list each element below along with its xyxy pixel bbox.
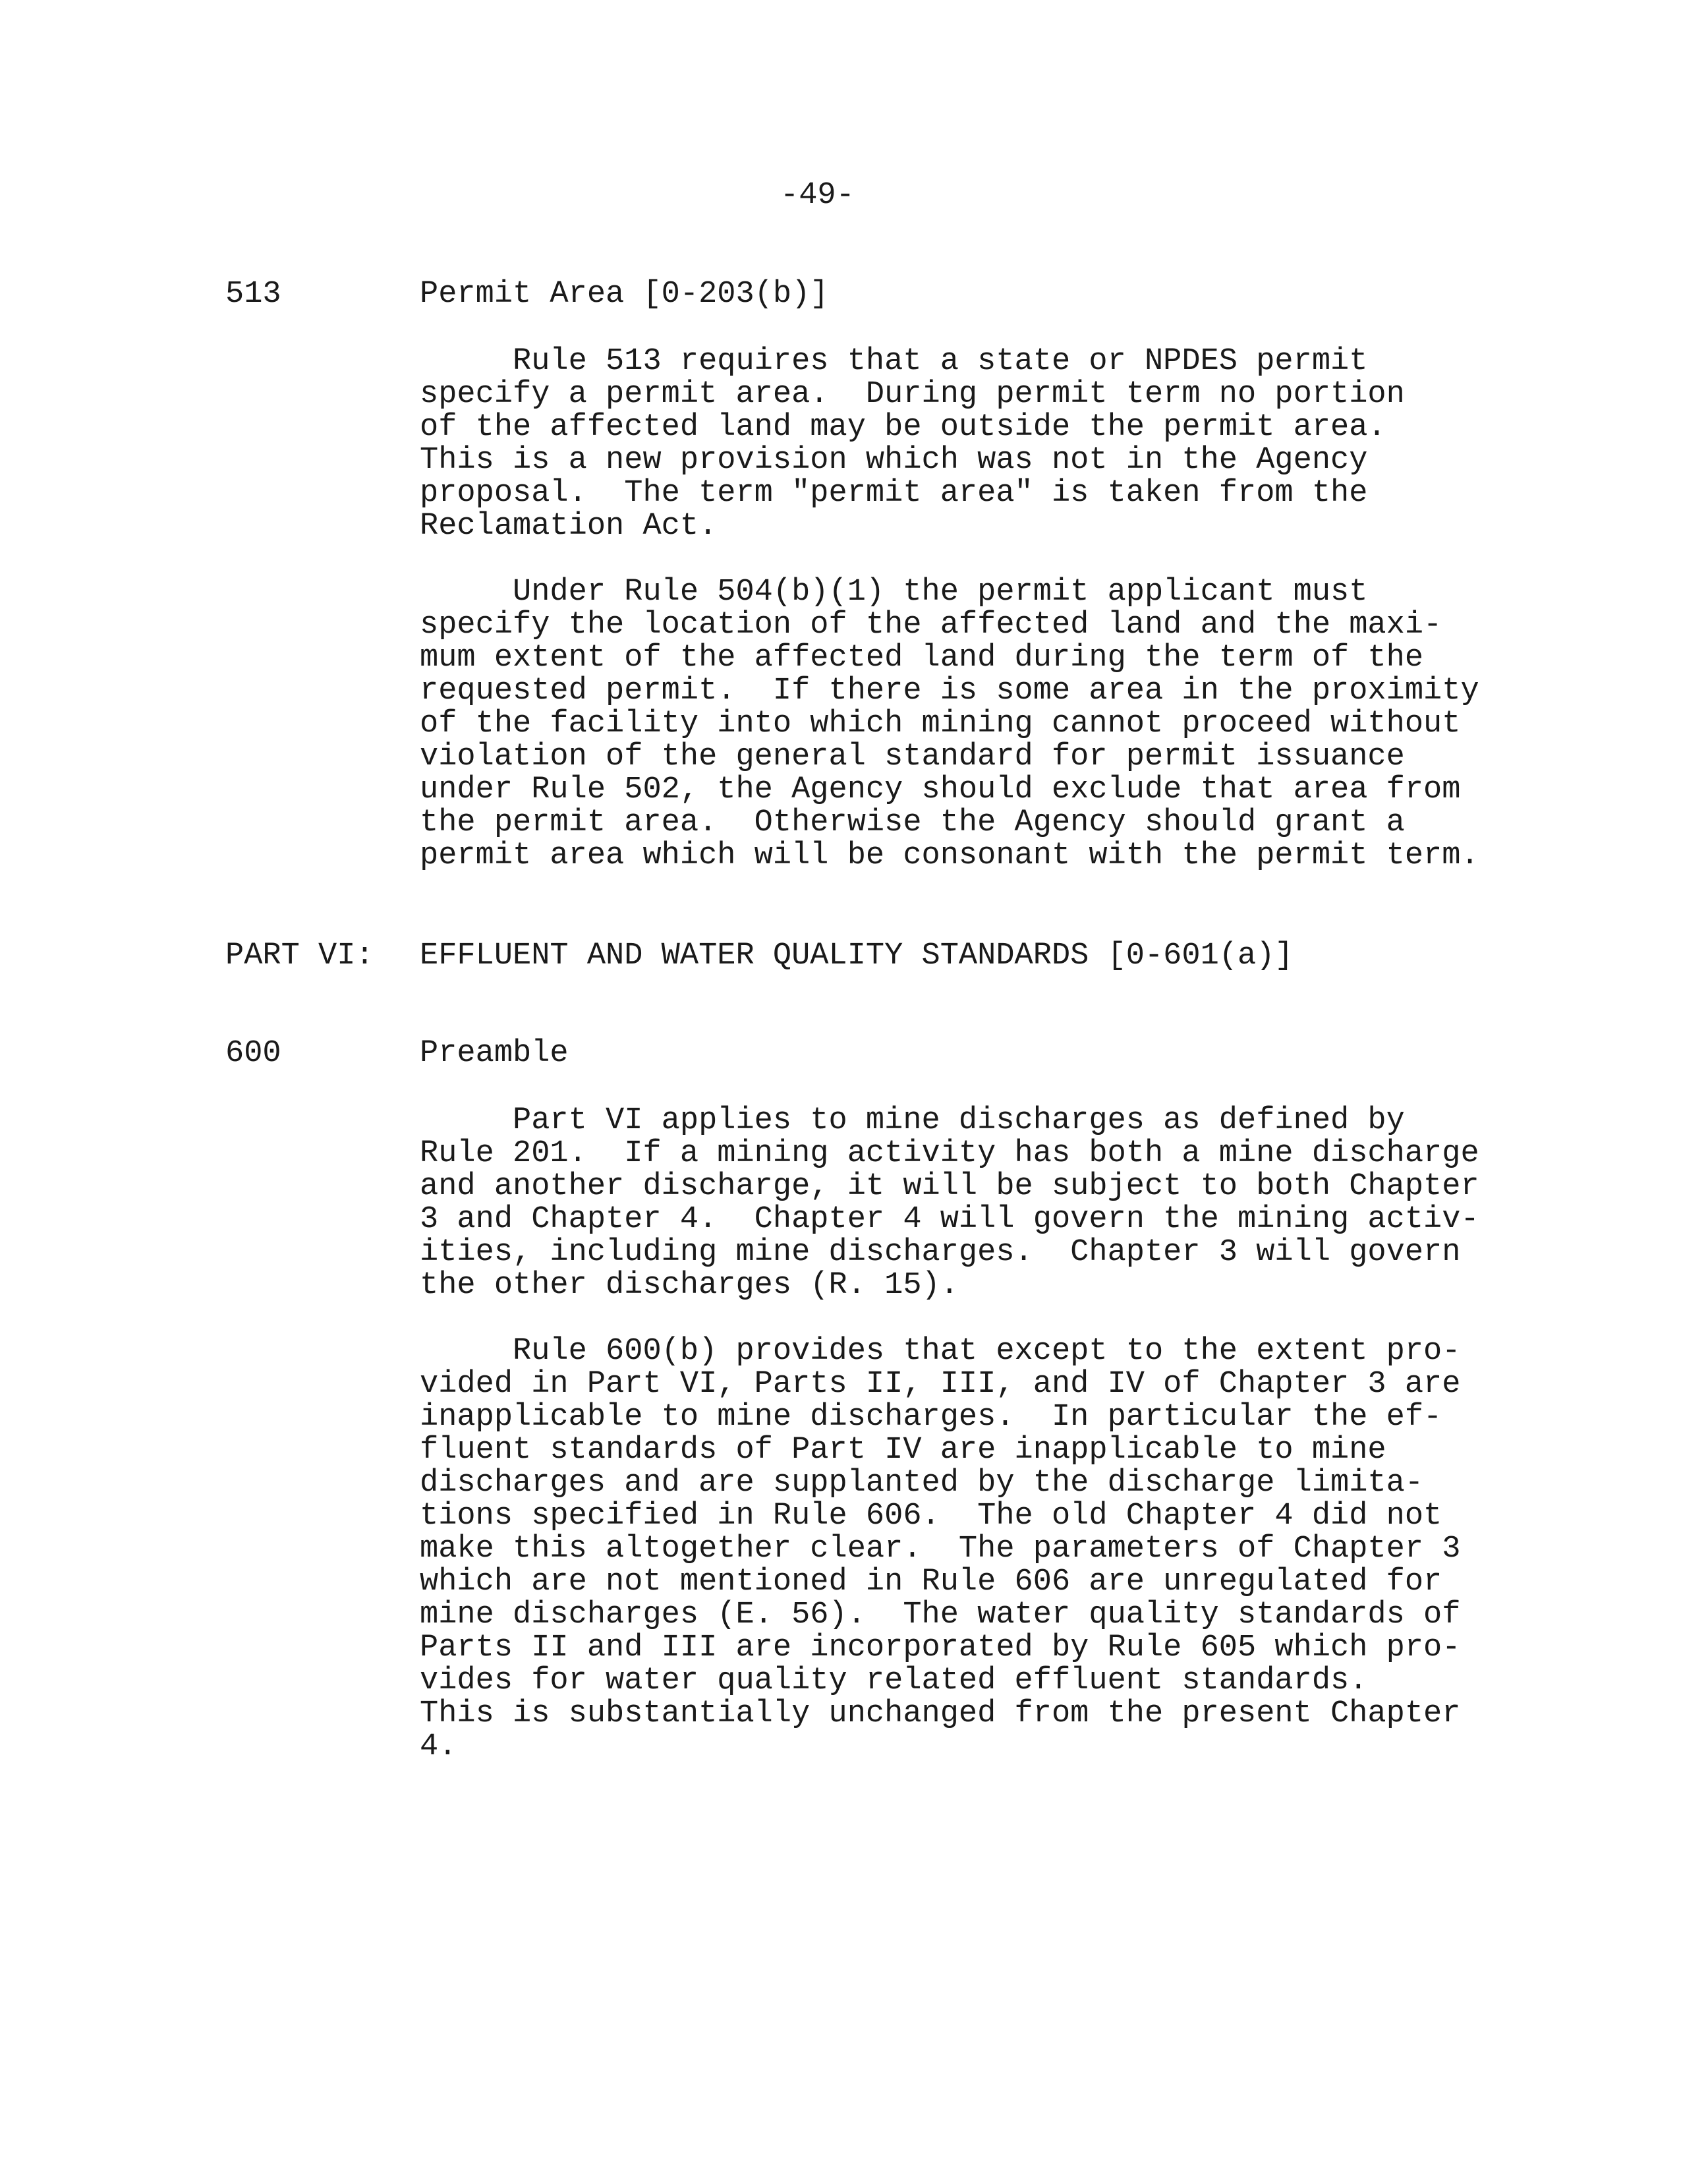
text-line: 4. bbox=[420, 1729, 457, 1764]
text-line: Rule 201. If a mining activity has both a mine discharge bbox=[420, 1136, 1479, 1171]
text-line: mine discharges (E. 56). The water quality standards of bbox=[420, 1597, 1461, 1632]
text-line: discharges and are supplanted by the discharge limita- bbox=[420, 1466, 1424, 1501]
section-title: Preamble bbox=[420, 1036, 569, 1071]
section-title: Permit Area [0-203(b)] bbox=[420, 277, 829, 312]
text-line: This is substantially unchanged from the present Chapter bbox=[420, 1696, 1461, 1731]
text-line: tions specified in Rule 606. The old Chapter 4 did not bbox=[420, 1499, 1442, 1534]
page-number: -49- bbox=[780, 178, 855, 213]
text-line: Under Rule 504(b)(1) the permit applicant must bbox=[420, 575, 1368, 610]
text-line: permit area which will be consonant with the permit term. bbox=[420, 838, 1479, 873]
text-line: of the facility into which mining cannot proceed without bbox=[420, 706, 1461, 741]
text-line: Reclamation Act. bbox=[420, 509, 718, 544]
text-line: vides for water quality related effluent standards. bbox=[420, 1663, 1368, 1698]
text-line: specify a permit area. During permit term no portion bbox=[420, 377, 1405, 412]
text-line: Rule 600(b) provides that except to the extent pro- bbox=[420, 1334, 1461, 1369]
text-line: fluent standards of Part IV are inapplicable to mine bbox=[420, 1433, 1386, 1468]
text-line: which are not mentioned in Rule 606 are unregulated for bbox=[420, 1565, 1442, 1599]
part-label: PART VI: bbox=[225, 938, 374, 973]
text-line: make this altogether clear. The parameters of Chapter 3 bbox=[420, 1532, 1461, 1566]
text-line: requested permit. If there is some area in the proximity bbox=[420, 674, 1479, 708]
section-number: 513 bbox=[225, 277, 281, 312]
text-line: ities, including mine discharges. Chapter 3 will govern bbox=[420, 1235, 1461, 1270]
text-line: This is a new provision which was not in the Agency bbox=[420, 443, 1368, 478]
text-line: vided in Part VI, Parts II, III, and IV of Chapter 3 are bbox=[420, 1367, 1461, 1402]
text-line: violation of the general standard for permit issuance bbox=[420, 739, 1405, 774]
section-number: 600 bbox=[225, 1036, 281, 1071]
part-title: EFFLUENT AND WATER QUALITY STANDARDS [0-601(a)] bbox=[420, 938, 1294, 973]
text-line: Rule 513 requires that a state or NPDES permit bbox=[420, 344, 1368, 379]
text-line: of the affected land may be outside the permit area. bbox=[420, 410, 1386, 445]
text-line: under Rule 502, the Agency should exclude that area from bbox=[420, 772, 1461, 807]
text-line: proposal. The term "permit area" is taken from the bbox=[420, 476, 1368, 511]
text-line: the permit area. Otherwise the Agency should grant a bbox=[420, 805, 1405, 840]
text-line: and another discharge, it will be subject to both Chapter bbox=[420, 1169, 1479, 1204]
text-line: the other discharges (R. 15). bbox=[420, 1268, 959, 1303]
text-line: specify the location of the affected land and the maxi- bbox=[420, 608, 1442, 643]
text-line: 3 and Chapter 4. Chapter 4 will govern the mining activ- bbox=[420, 1202, 1479, 1237]
text-line: inapplicable to mine discharges. In particular the ef- bbox=[420, 1400, 1442, 1435]
text-line: mum extent of the affected land during the term of the bbox=[420, 641, 1424, 675]
text-line: Part VI applies to mine discharges as defined by bbox=[420, 1103, 1405, 1138]
text-line: Parts II and III are incorporated by Rule 605 which pro- bbox=[420, 1630, 1461, 1665]
